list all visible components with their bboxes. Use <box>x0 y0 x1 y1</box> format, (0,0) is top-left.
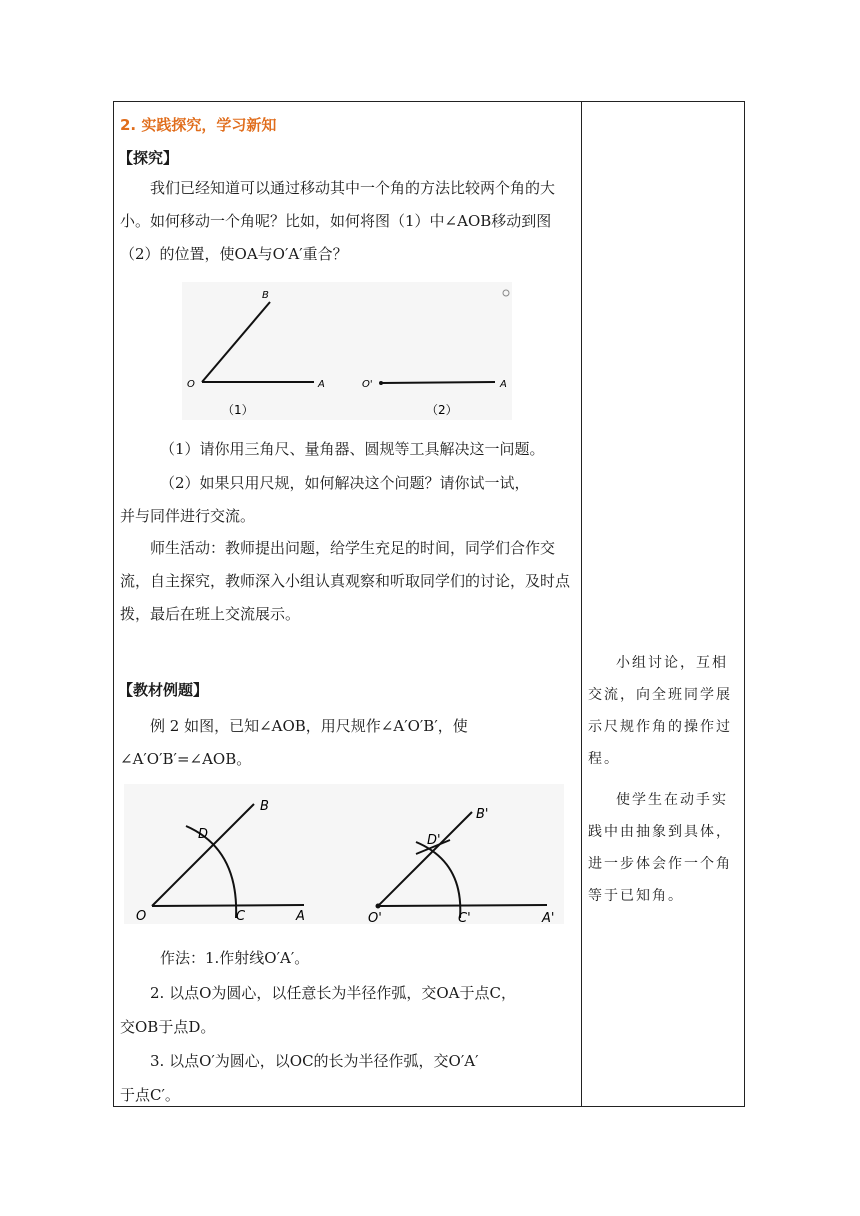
example-text: 例 2 如图，已知∠AOB，用尺规作∠A′O′B′，使∠A′O′B′=∠AOB。 <box>120 717 468 768</box>
figure-angle-move <box>182 282 542 422</box>
label-a-2: A <box>500 379 507 390</box>
step-1: 作法：1.作射线O′A′。 <box>160 949 310 967</box>
figure-background <box>182 282 512 420</box>
lesson-table <box>113 101 745 1107</box>
label-c: C <box>236 909 246 924</box>
ray-o-prime-a <box>381 382 495 383</box>
label-a: A <box>318 379 325 390</box>
question-1: （1）请你用三角尺、量角器、圆规等工具解决这一问题。 <box>160 440 545 458</box>
label-a-3: A <box>296 909 305 924</box>
activity-text: 师生活动：教师提出问题，给学生充足的时间，同学们合作交流，自主探究，教师深入小组认真观察和听取同学们的讨论，及时点拨，最后在班上交流展示。 <box>120 539 571 623</box>
explore-label: 【探究】 <box>118 149 179 167</box>
label-b-2: B <box>260 799 269 814</box>
section-title: 2. 实践探究，学习新知 <box>120 116 277 134</box>
example-label: 【教材例题】 <box>118 681 209 699</box>
question-2-line2: 并与同伴进行交流。 <box>120 507 256 525</box>
example-paragraph <box>120 710 578 776</box>
ray-oa-2 <box>152 905 304 906</box>
side-note-2: 使学生在动手实践中由抽象到具体，进一步体会作一个角等于已知角。 <box>588 792 732 904</box>
side-column <box>582 102 744 1106</box>
label-a-prime: A' <box>542 911 555 924</box>
question-2-line1: （2）如果只用尺规，如何解决这个问题？请你试一试， <box>160 474 530 492</box>
figure-background-2 <box>124 784 564 924</box>
caption-2: （2） <box>426 403 458 417</box>
label-o-prime: O' <box>362 379 373 390</box>
label-o: O <box>187 379 195 390</box>
label-b: B <box>262 290 269 301</box>
side-note-1: 小组讨论，互相交流，向全班同学展示尺规作角的操作过程。 <box>588 655 732 767</box>
label-o-2: O <box>136 909 147 924</box>
label-d-prime: D' <box>427 833 441 848</box>
figure-construction <box>124 784 574 924</box>
label-c-prime: C' <box>458 911 471 924</box>
label-d: D <box>198 827 209 842</box>
step-3-line1: 3. 以点O′为圆心，以OC的长为半径作弧，交O′A′ <box>150 1052 479 1070</box>
main-column <box>114 102 581 1106</box>
caption-1: （1） <box>222 403 254 417</box>
step-2-line1: 2. 以点O为圆心，以任意长为半径作弧，交OA于点C， <box>150 984 516 1002</box>
label-b-prime: B' <box>476 807 489 822</box>
explore-paragraph <box>120 172 578 271</box>
explore-text: 我们已经知道可以通过移动其中一个角的方法比较两个角的大小。如何移动一个角呢？比如，如何将图（1）中∠AOB移动到图（2）的位置，使OA与O′A′重合？ <box>120 179 556 263</box>
step-2-line2: 交OB于点D。 <box>120 1018 216 1036</box>
activity-paragraph <box>120 532 578 631</box>
step-3-line2: 于点C′。 <box>120 1086 180 1104</box>
ray-o-prime-a-2 <box>378 905 547 906</box>
label-o-prime-2: O' <box>368 911 382 924</box>
